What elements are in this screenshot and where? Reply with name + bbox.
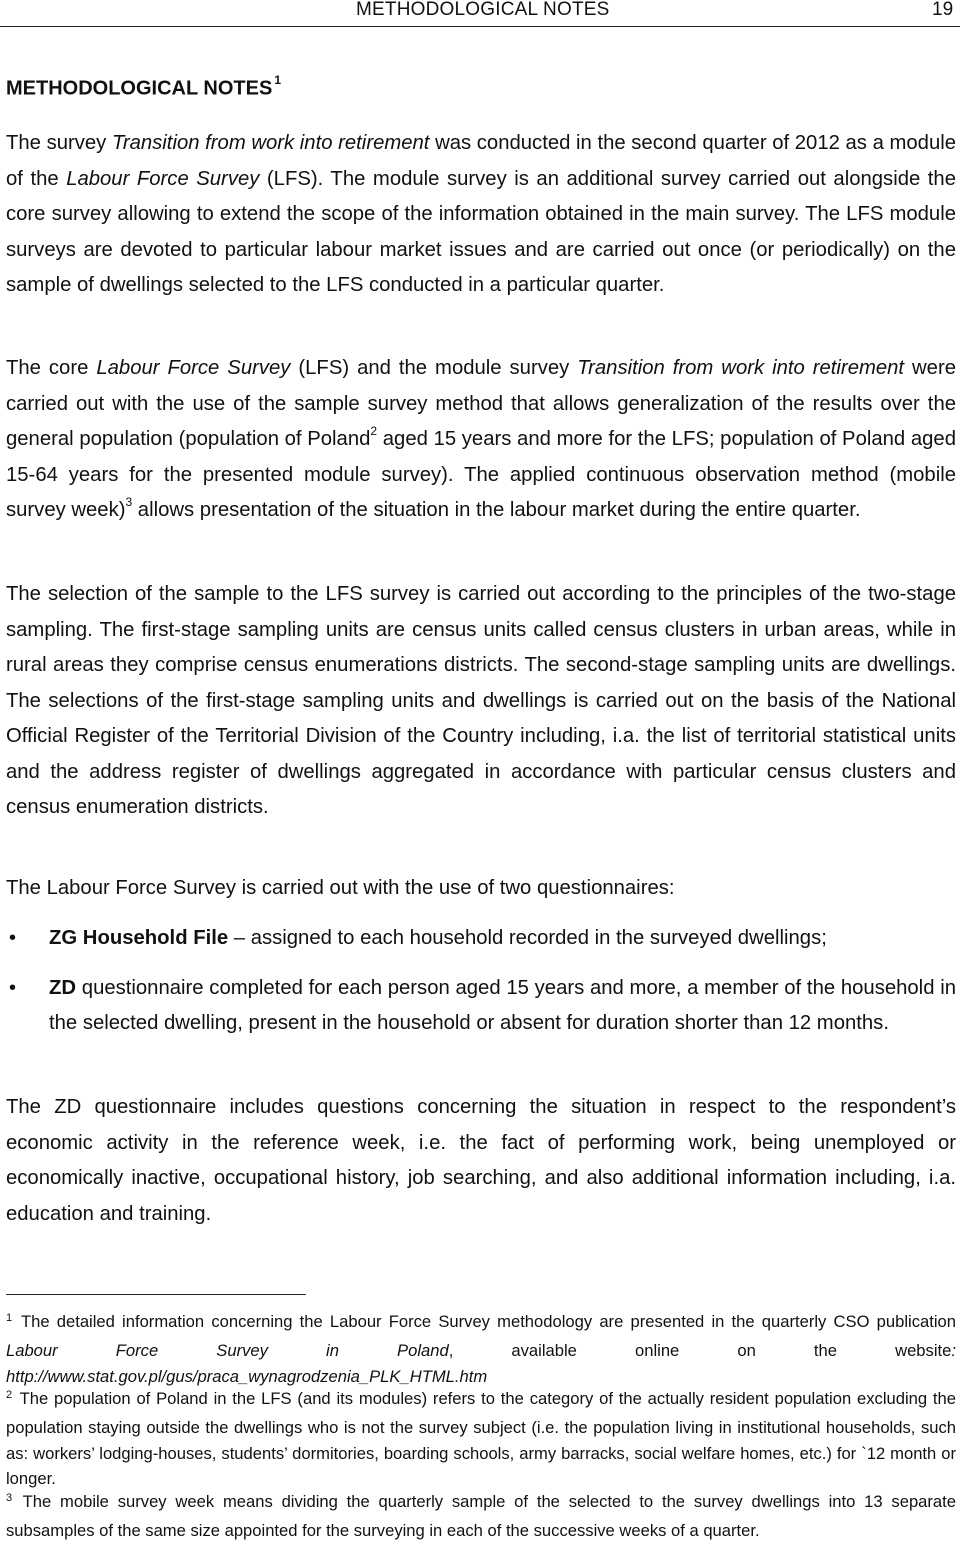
website-link[interactable]: : http://www.stat.gov.pl/gus/praca_wynagrodzenia_PLK_HTML.htm (6, 1340, 956, 1386)
footnote-ref-3[interactable]: 3 (125, 495, 133, 510)
paragraph-intro-text-3: (LFS). The module survey is an additional survey carried out alongside the core survey allowing to extend the scope of the information obtained in the main survey. The LFS module surveys are devoted to particular labour market issues and are carried out once (or periodically) on the sample of dwellings selected to the LFS conducted in a particular quarter. (6, 167, 956, 296)
footnote-text: The population of Poland in the LFS (and its modules) refers to the category of the actually resident population excluding the population staying outside the dwellings who is not the survey subject (i.e. the population living in institutional households, such as: workers’ lodging-houses, students’ dormitories, boarding schools, army barracks, social welfare homes, etc.) for `12 month or longer. (6, 1389, 956, 1489)
section-title-text: METHODOLOGICAL NOTES (6, 77, 273, 100)
footnote-1 (6, 1309, 956, 1389)
publication-title-italic: Labour Force Survey in Poland (6, 1340, 449, 1360)
paragraph-method (6, 351, 956, 529)
paragraph-method-text-2: (LFS) and the module survey (290, 357, 578, 379)
lfs-title-italic: Labour Force Survey (96, 357, 291, 379)
paragraph-method-text-3: were carried out with the use of the sample survey method that allows generalization of the results over the general population (population of Poland (6, 357, 956, 450)
footnote-divider (6, 1294, 306, 1295)
footnote-2 (6, 1386, 956, 1492)
questionnaire-name: ZD (49, 976, 77, 999)
questionnaire-name: ZG Household File (49, 927, 229, 949)
running-header (0, 0, 960, 27)
footnote-number: 1 (6, 1312, 13, 1324)
page-number: 19 (932, 0, 954, 20)
questionnaire-description: questionnaire completed for each person aged 15 years and more, a member of the household in the selected dwelling, present in the household or absent for duration shorter than 12 months. (49, 976, 956, 1034)
paragraph-intro-text-1: The survey (6, 132, 112, 154)
list-item (0, 921, 956, 957)
footnote-text: The detailed information concerning the Labour Force Survey methodology are presented in the quarterly CSO publication (14, 1312, 956, 1331)
paragraph-method-text-1: The core (6, 357, 97, 379)
list-item (0, 971, 956, 1042)
footnote-text: , available online on the website (448, 1340, 952, 1360)
questionnaire-description: – assigned to each household recorded in the surveyed dwellings; (228, 927, 827, 949)
section-title (6, 68, 281, 104)
paragraph-method-text-5: allows presentation of the situation in the labour market during the entire quarter. (132, 499, 861, 521)
footnote-ref-1[interactable]: 1 (274, 73, 281, 87)
footnote-number: 3 (6, 1492, 13, 1504)
paragraph-method-text-4: aged 15 years and more for the LFS; population of Poland aged 15-64 years for the presented module survey). The applied continuous observation method (mobile survey week) (6, 428, 956, 521)
footnote-ref-2[interactable]: 2 (370, 424, 378, 439)
paragraph-intro-text-2: was conducted in the second quarter of 2012 as a module of the (6, 132, 957, 190)
footnote-number: 2 (6, 1389, 13, 1401)
paragraph-sampling: The selection of the sample to the LFS survey is carried out according to the principles of the two-stage sampling. The first-stage sampling units are census units called census clusters in urban areas, while in rural areas they comprise census enumerations districts. The second-stage sampling units are dwellings. The selections of the first-stage sampling units and dwellings is carried out on the basis of the National Official Register of the Territorial Division of the Country including, i.a. the list of territorial statistical units and the address register of dwellings aggregated in accordance with particular census clusters and census enumeration districts. (6, 583, 956, 818)
footnote-3 (6, 1489, 956, 1544)
bullet-icon: • (9, 927, 17, 949)
survey-title-italic: Transition from work into retirement (577, 357, 905, 379)
running-header-title: METHODOLOGICAL NOTES (356, 0, 610, 20)
footnote-text: The mobile survey week means dividing the quarterly sample of the selected to the survey dwellings into 13 separate subsamples of the same size appointed for the surveying in each of the successive weeks of a quarter. (6, 1492, 956, 1540)
paragraph-questionnaires-intro: The Labour Force Survey is carried out with the use of two questionnaires: (6, 877, 675, 899)
lfs-title-italic: Labour Force Survey (66, 167, 260, 190)
questionnaire-list (0, 921, 956, 1056)
survey-title-italic: Transition from work into retirement (111, 132, 430, 154)
bullet-icon: • (9, 976, 17, 999)
paragraph-zd-questionnaire: The ZD questionnaire includes questions concerning the situation in respect to the respondent’s economic activity in the reference week, i.e. the fact of performing work, being unemployed or economically inactive, occupational history, job searching, and also additional information including, i.a. education and training. (6, 1096, 956, 1225)
paragraph-intro (6, 126, 956, 304)
